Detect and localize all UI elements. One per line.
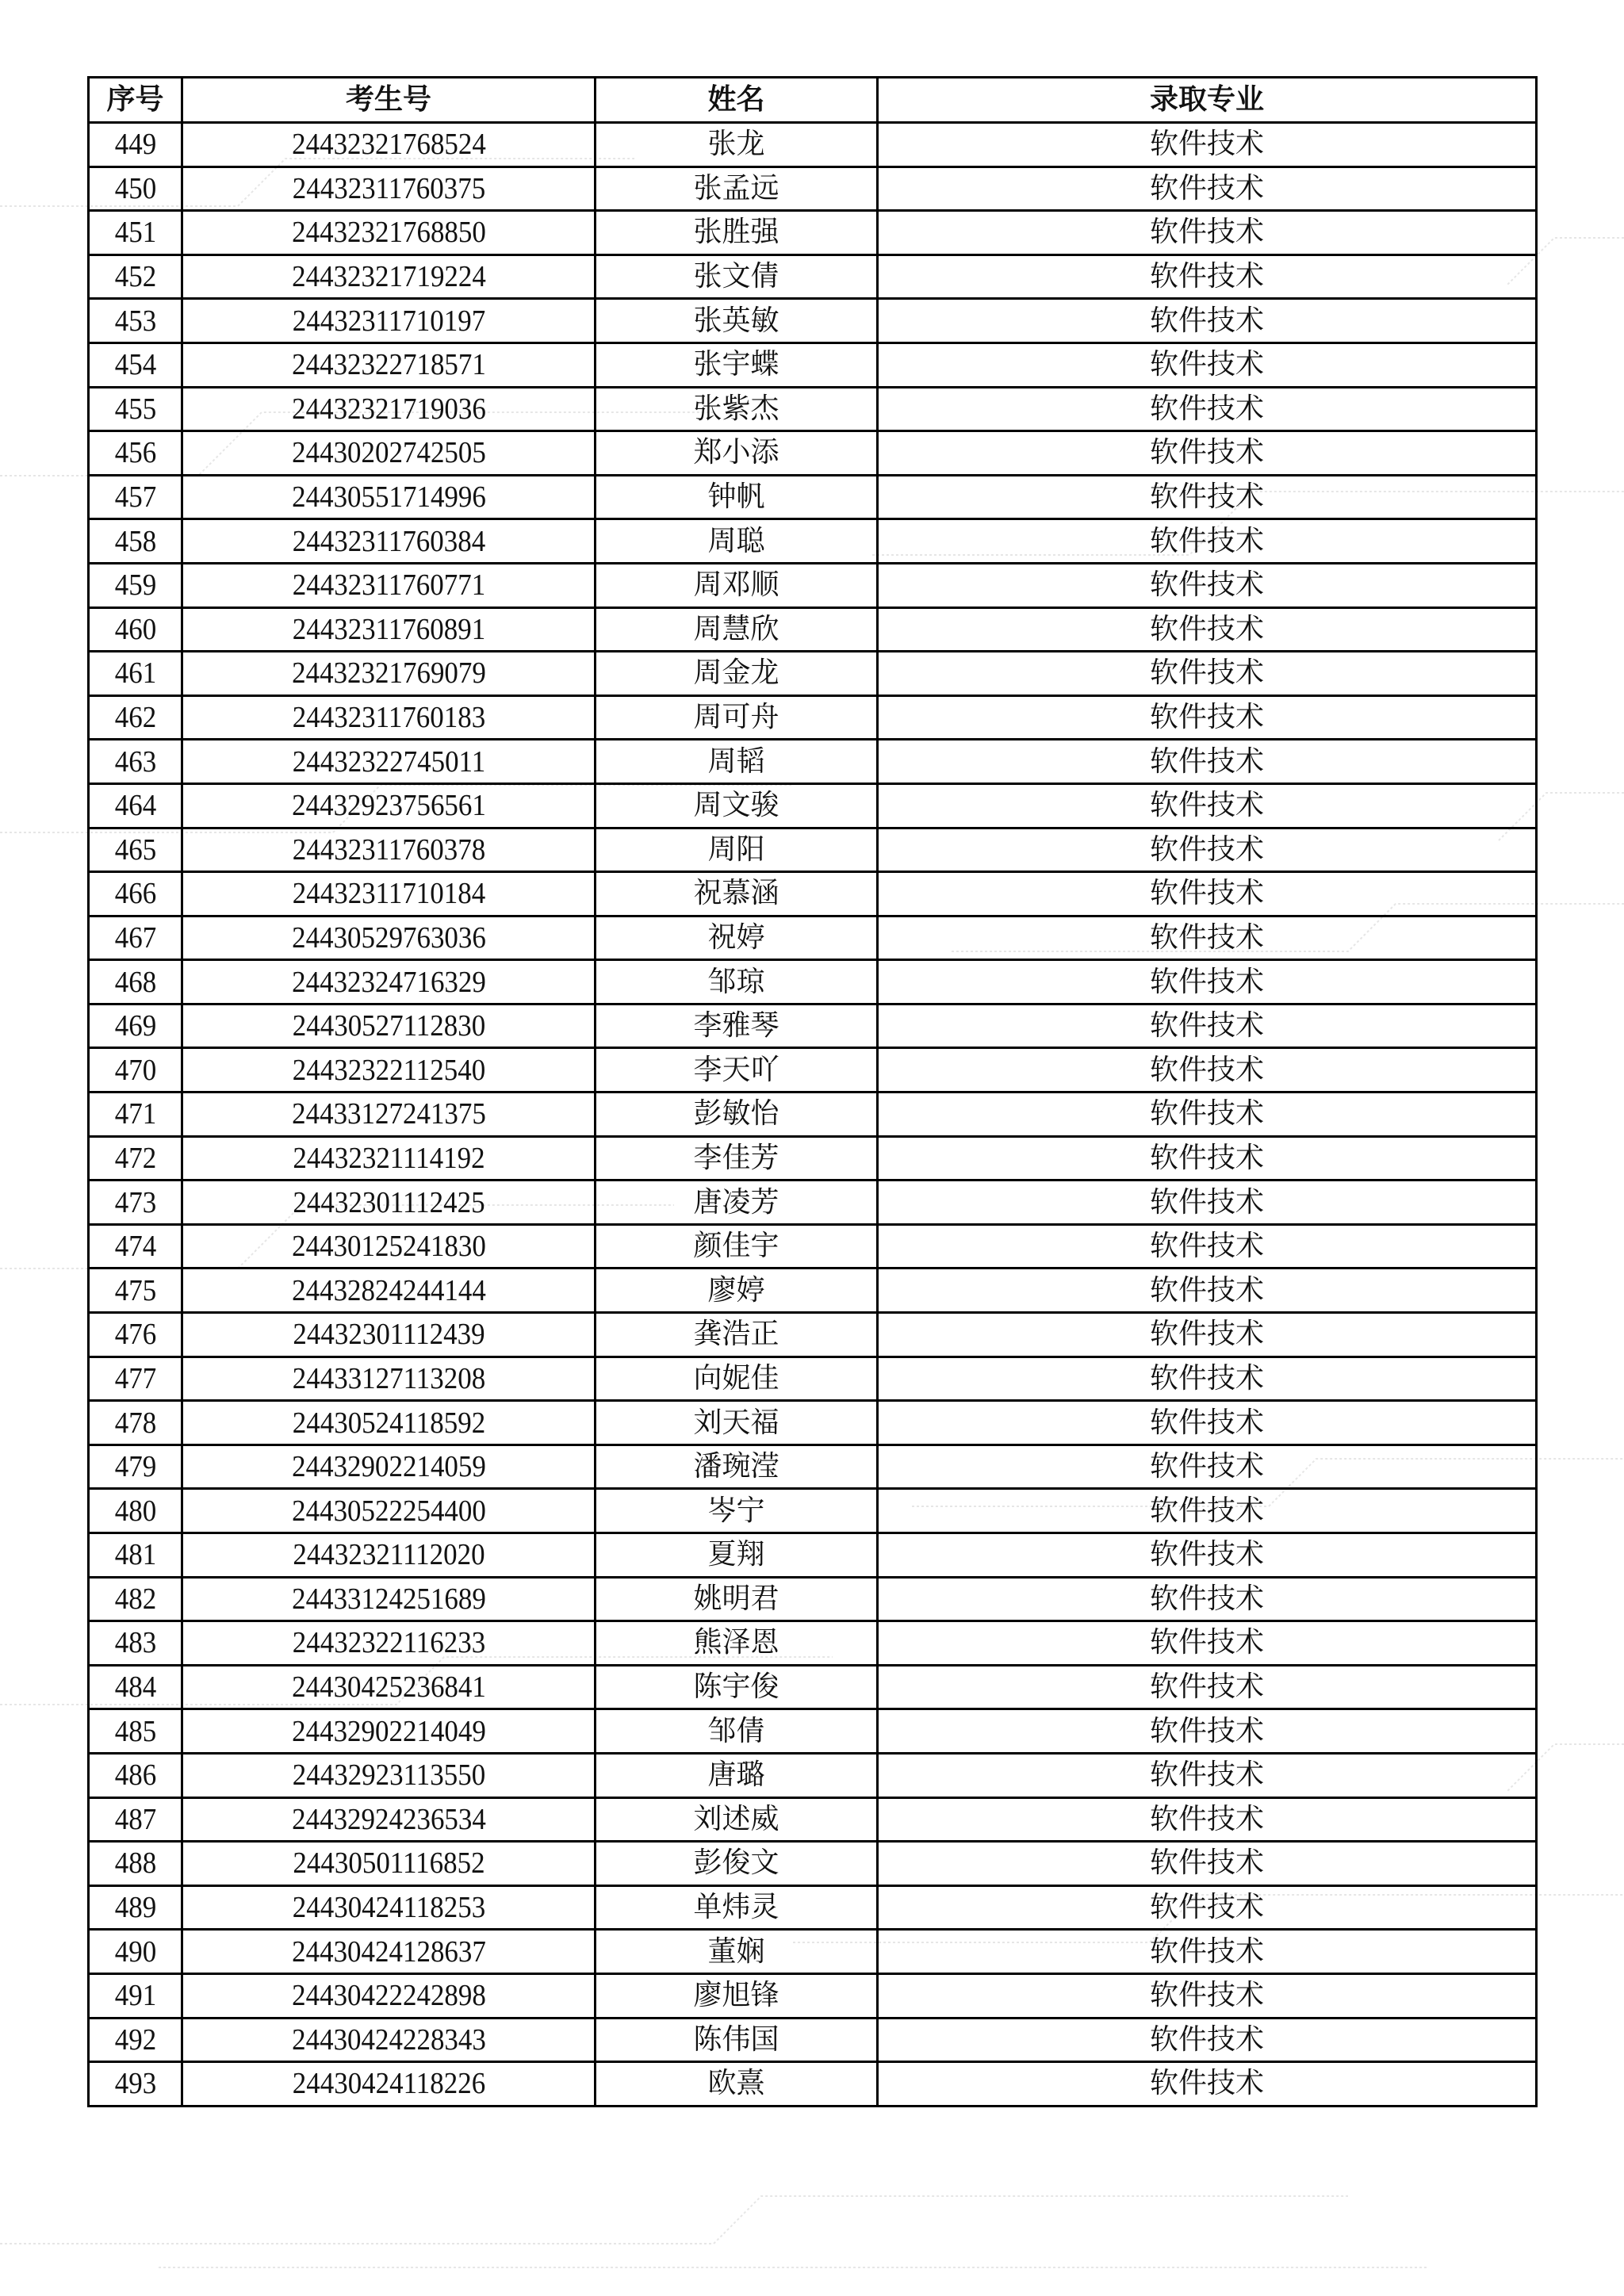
major-cell: 软件技术 [878, 387, 1537, 431]
exam-number-cell: 24432311760378 [198, 828, 578, 872]
index-cell: 464 [92, 783, 178, 828]
index-cell: 476 [92, 1313, 178, 1357]
table-row [89, 695, 1537, 740]
table-row [89, 211, 1537, 255]
index-cell: 484 [92, 1665, 178, 1709]
table-row [89, 563, 1537, 607]
major-cell: 软件技术 [878, 1004, 1537, 1048]
name-cell: 唐璐 [596, 1753, 878, 1797]
major-cell: 软件技术 [878, 2018, 1537, 2062]
major-cell: 软件技术 [878, 1885, 1537, 1930]
index-cell: 454 [92, 342, 178, 387]
table-row [89, 916, 1537, 960]
major-cell: 软件技术 [878, 519, 1537, 564]
name-cell: 彭俊文 [596, 1842, 878, 1886]
index-cell: 457 [92, 475, 178, 519]
exam-number-cell: 24432311760771 [198, 563, 578, 607]
name-cell: 董娴 [596, 1930, 878, 1974]
major-cell: 软件技术 [878, 828, 1537, 872]
name-cell: 陈伟国 [596, 2018, 878, 2062]
exam-number-cell: 24430424128637 [198, 1930, 578, 1974]
name-cell: 单炜灵 [596, 1885, 878, 1930]
major-cell: 软件技术 [878, 1665, 1537, 1709]
exam-number-cell: 24430501116852 [198, 1842, 578, 1886]
table-row [89, 1181, 1537, 1225]
major-cell: 软件技术 [878, 1842, 1537, 1886]
exam-number-cell: 24432311760384 [198, 519, 578, 564]
index-cell: 490 [92, 1930, 178, 1974]
name-cell: 郑小添 [596, 431, 878, 476]
index-cell: 466 [92, 872, 178, 916]
major-cell: 软件技术 [878, 740, 1537, 784]
table-row [89, 1577, 1537, 1621]
major-cell: 软件技术 [878, 1489, 1537, 1533]
major-cell: 软件技术 [878, 1136, 1537, 1181]
exam-number-cell: 24432321768850 [198, 211, 578, 255]
name-cell: 邹琼 [596, 960, 878, 1004]
table-row [89, 1753, 1537, 1797]
index-cell: 492 [92, 2018, 178, 2062]
exam-number-cell: 24432902214049 [198, 1709, 578, 1754]
name-cell: 岑宁 [596, 1489, 878, 1533]
name-cell: 张宇蝶 [596, 342, 878, 387]
index-cell: 493 [92, 2062, 178, 2107]
name-cell: 周聪 [596, 519, 878, 564]
table-row [89, 783, 1537, 828]
index-cell: 449 [92, 123, 178, 167]
exam-number-cell: 24432321719036 [198, 387, 578, 431]
index-cell: 475 [92, 1269, 178, 1313]
table-row [89, 1224, 1537, 1269]
exam-number-cell: 24432311760891 [198, 607, 578, 652]
index-cell: 481 [92, 1533, 178, 1578]
index-cell: 459 [92, 563, 178, 607]
name-cell: 刘述威 [596, 1797, 878, 1842]
major-cell: 软件技术 [878, 166, 1537, 211]
index-cell: 479 [92, 1445, 178, 1489]
major-cell: 软件技术 [878, 1401, 1537, 1445]
index-cell: 491 [92, 1973, 178, 2018]
name-cell: 周邓顺 [596, 563, 878, 607]
exam-number-cell: 24432322116233 [198, 1621, 578, 1666]
exam-number-cell: 24430551714996 [198, 475, 578, 519]
index-cell: 474 [92, 1224, 178, 1269]
exam-number-cell: 24430522254400 [198, 1489, 578, 1533]
index-cell: 473 [92, 1181, 178, 1225]
table-row [89, 1797, 1537, 1842]
table-row [89, 2018, 1537, 2062]
table-row [89, 166, 1537, 211]
exam-number-cell: 24432902214059 [198, 1445, 578, 1489]
index-cell: 456 [92, 431, 178, 476]
name-cell: 潘琬滢 [596, 1445, 878, 1489]
major-cell: 软件技术 [878, 1577, 1537, 1621]
exam-number-cell: 24430424118226 [198, 2062, 578, 2107]
exam-number-cell: 24432321112020 [198, 1533, 578, 1578]
table-row [89, 1930, 1537, 1974]
index-cell: 460 [92, 607, 178, 652]
table-row [89, 299, 1537, 343]
exam-number-cell: 24432321719224 [198, 254, 578, 299]
major-cell: 软件技术 [878, 960, 1537, 1004]
major-cell: 软件技术 [878, 2062, 1537, 2107]
major-cell: 软件技术 [878, 872, 1537, 916]
major-cell: 软件技术 [878, 1269, 1537, 1313]
major-cell: 软件技术 [878, 783, 1537, 828]
table-row [89, 1269, 1537, 1313]
name-cell: 周文骏 [596, 783, 878, 828]
exam-number-cell: 24432321114192 [198, 1136, 578, 1181]
table-row [89, 828, 1537, 872]
name-cell: 向妮佳 [596, 1357, 878, 1401]
major-cell: 软件技术 [878, 123, 1537, 167]
exam-number-cell: 24432321768524 [198, 123, 578, 167]
name-cell: 周韬 [596, 740, 878, 784]
header-name: 姓名 [596, 78, 878, 123]
table-row [89, 1136, 1537, 1181]
table-row [89, 1973, 1537, 2018]
table-row [89, 960, 1537, 1004]
exam-number-cell: 24430524118592 [198, 1401, 578, 1445]
table-row [89, 123, 1537, 167]
table-row [89, 1357, 1537, 1401]
table-row [89, 1665, 1537, 1709]
table-row [89, 740, 1537, 784]
exam-number-cell: 24432923113550 [198, 1753, 578, 1797]
name-cell: 彭敏怡 [596, 1093, 878, 1137]
name-cell: 李天吖 [596, 1048, 878, 1093]
name-cell: 张孟远 [596, 166, 878, 211]
exam-number-cell: 24432322112540 [198, 1048, 578, 1093]
index-cell: 477 [92, 1357, 178, 1401]
exam-number-cell: 24432311710184 [198, 872, 578, 916]
name-cell: 姚明君 [596, 1577, 878, 1621]
major-cell: 软件技术 [878, 1313, 1537, 1357]
index-cell: 453 [92, 299, 178, 343]
name-cell: 张紫杰 [596, 387, 878, 431]
name-cell: 廖婷 [596, 1269, 878, 1313]
exam-number-cell: 24433124251689 [198, 1577, 578, 1621]
name-cell: 廖旭锋 [596, 1973, 878, 2018]
name-cell: 周阳 [596, 828, 878, 872]
name-cell: 李佳芳 [596, 1136, 878, 1181]
name-cell: 祝慕涵 [596, 872, 878, 916]
index-cell: 471 [92, 1093, 178, 1137]
index-cell: 452 [92, 254, 178, 299]
table-row [89, 387, 1537, 431]
table-row [89, 1489, 1537, 1533]
index-cell: 489 [92, 1885, 178, 1930]
major-cell: 软件技术 [878, 1753, 1537, 1797]
exam-number-cell: 24432322745011 [198, 740, 578, 784]
exam-number-cell: 24430125241830 [198, 1224, 578, 1269]
major-cell: 软件技术 [878, 299, 1537, 343]
major-cell: 软件技术 [878, 1533, 1537, 1578]
major-cell: 软件技术 [878, 1445, 1537, 1489]
major-cell: 软件技术 [878, 607, 1537, 652]
index-cell: 470 [92, 1048, 178, 1093]
exam-number-cell: 24432322718571 [198, 342, 578, 387]
table-row [89, 1093, 1537, 1137]
exam-number-cell: 24432324716329 [198, 960, 578, 1004]
index-cell: 486 [92, 1753, 178, 1797]
exam-number-cell: 24432301112439 [198, 1313, 578, 1357]
index-cell: 462 [92, 695, 178, 740]
name-cell: 欧熹 [596, 2062, 878, 2107]
index-cell: 465 [92, 828, 178, 872]
name-cell: 周金龙 [596, 652, 878, 696]
major-cell: 软件技术 [878, 1093, 1537, 1137]
table-row [89, 1885, 1537, 1930]
admission-table [87, 76, 1538, 2107]
table-row [89, 1842, 1537, 1886]
index-cell: 467 [92, 916, 178, 960]
major-cell: 软件技术 [878, 1357, 1537, 1401]
index-cell: 450 [92, 166, 178, 211]
table-row [89, 519, 1537, 564]
exam-number-cell: 24430422242898 [198, 1973, 578, 2018]
exam-number-cell: 24430424228343 [198, 2018, 578, 2062]
index-cell: 472 [92, 1136, 178, 1181]
index-cell: 480 [92, 1489, 178, 1533]
table-row [89, 342, 1537, 387]
exam-number-cell: 24432924236534 [198, 1797, 578, 1842]
table-row [89, 652, 1537, 696]
index-cell: 468 [92, 960, 178, 1004]
table-row [89, 1533, 1537, 1578]
exam-number-cell: 24432824244144 [198, 1269, 578, 1313]
name-cell: 唐凌芳 [596, 1181, 878, 1225]
exam-number-cell: 24432311760183 [198, 695, 578, 740]
header-index: 序号 [89, 78, 182, 123]
major-cell: 软件技术 [878, 1181, 1537, 1225]
major-cell: 软件技术 [878, 563, 1537, 607]
table-row [89, 254, 1537, 299]
major-cell: 软件技术 [878, 1930, 1537, 1974]
name-cell: 夏翔 [596, 1533, 878, 1578]
name-cell: 颜佳宇 [596, 1224, 878, 1269]
exam-number-cell: 24430425236841 [198, 1665, 578, 1709]
major-cell: 软件技术 [878, 652, 1537, 696]
name-cell: 钟帆 [596, 475, 878, 519]
table-row [89, 1048, 1537, 1093]
index-cell: 463 [92, 740, 178, 784]
index-cell: 458 [92, 519, 178, 564]
exam-number-cell: 24430529763036 [198, 916, 578, 960]
table-row [89, 2062, 1537, 2107]
major-cell: 软件技术 [878, 1797, 1537, 1842]
major-cell: 软件技术 [878, 254, 1537, 299]
index-cell: 483 [92, 1621, 178, 1666]
exam-number-cell: 24432321769079 [198, 652, 578, 696]
index-cell: 478 [92, 1401, 178, 1445]
index-cell: 451 [92, 211, 178, 255]
name-cell: 周可舟 [596, 695, 878, 740]
major-cell: 软件技术 [878, 1224, 1537, 1269]
exam-number-cell: 24432311710197 [198, 299, 578, 343]
table-row [89, 1445, 1537, 1489]
table-row [89, 1709, 1537, 1754]
major-cell: 软件技术 [878, 695, 1537, 740]
name-cell: 邹倩 [596, 1709, 878, 1754]
major-cell: 软件技术 [878, 916, 1537, 960]
exam-number-cell: 24433127113208 [198, 1357, 578, 1401]
index-cell: 485 [92, 1709, 178, 1754]
table-row [89, 1004, 1537, 1048]
exam-number-cell: 24430202742505 [198, 431, 578, 476]
index-cell: 487 [92, 1797, 178, 1842]
table-row [89, 431, 1537, 476]
name-cell: 张英敏 [596, 299, 878, 343]
name-cell: 陈宇俊 [596, 1665, 878, 1709]
name-cell: 熊泽恩 [596, 1621, 878, 1666]
table-row [89, 1401, 1537, 1445]
table-row [89, 607, 1537, 652]
exam-number-cell: 24432311760375 [198, 166, 578, 211]
index-cell: 488 [92, 1842, 178, 1886]
exam-number-cell: 24430527112830 [198, 1004, 578, 1048]
major-cell: 软件技术 [878, 475, 1537, 519]
major-cell: 软件技术 [878, 1621, 1537, 1666]
major-cell: 软件技术 [878, 431, 1537, 476]
exam-number-cell: 24430424118253 [198, 1885, 578, 1930]
header-major: 录取专业 [878, 78, 1537, 123]
exam-number-cell: 24432301112425 [198, 1181, 578, 1225]
header-exam-number: 考生号 [182, 78, 596, 123]
table-row [89, 475, 1537, 519]
name-cell: 周慧欣 [596, 607, 878, 652]
table-row [89, 1621, 1537, 1666]
table-header-row [89, 78, 1537, 123]
name-cell: 李雅琴 [596, 1004, 878, 1048]
name-cell: 祝婷 [596, 916, 878, 960]
index-cell: 461 [92, 652, 178, 696]
major-cell: 软件技术 [878, 211, 1537, 255]
index-cell: 455 [92, 387, 178, 431]
exam-number-cell: 24432923756561 [198, 783, 578, 828]
name-cell: 张文倩 [596, 254, 878, 299]
name-cell: 张胜强 [596, 211, 878, 255]
major-cell: 软件技术 [878, 342, 1537, 387]
name-cell: 张龙 [596, 123, 878, 167]
table-row [89, 1313, 1537, 1357]
major-cell: 软件技术 [878, 1709, 1537, 1754]
index-cell: 469 [92, 1004, 178, 1048]
major-cell: 软件技术 [878, 1973, 1537, 2018]
exam-number-cell: 24433127241375 [198, 1093, 578, 1137]
major-cell: 软件技术 [878, 1048, 1537, 1093]
name-cell: 龚浩正 [596, 1313, 878, 1357]
table-row [89, 872, 1537, 916]
index-cell: 482 [92, 1577, 178, 1621]
name-cell: 刘天福 [596, 1401, 878, 1445]
